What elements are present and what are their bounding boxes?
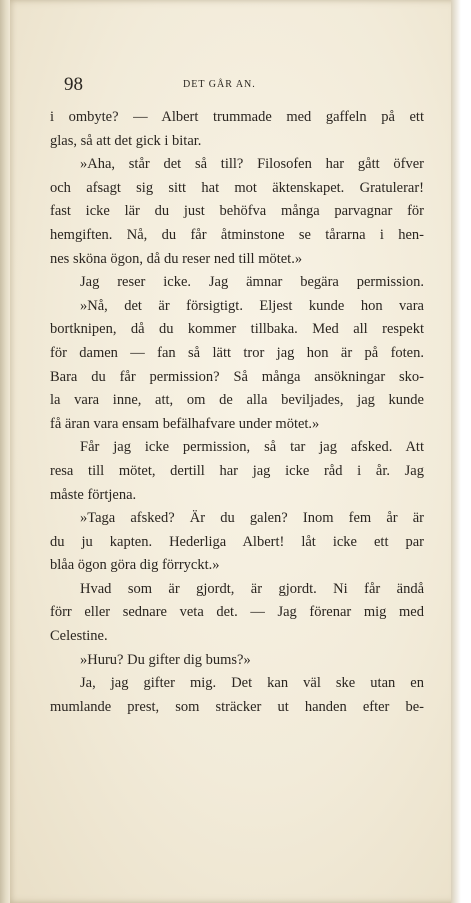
page-number: 98 (64, 74, 83, 95)
text-line: du ju kapten. Hederliga Albert! låt icke ett par (50, 533, 424, 550)
page-edge (451, 0, 461, 903)
text-line: glas, så att det gick i bitar. (50, 132, 202, 149)
text-line: blåa ögon göra dig förryckt.» (50, 557, 220, 574)
text-line: la vara inne, att, om de alla beviljades, jag kunde (50, 392, 424, 409)
text-line: bortknipen, då du kommer tillbaka. Med all respekt (50, 321, 424, 338)
text-line: Bara du får permission? Så många ansökningar sko- (50, 368, 424, 385)
text-line: resa till mötet, dertill har jag icke råd i år. Jag (50, 462, 424, 479)
text-line: måste förtjena. (50, 486, 137, 503)
text-line: nes sköna ögon, då du reser ned till mötet.» (50, 250, 303, 267)
text-line: »Aha, står det så till? Filosofen har gått öfver (80, 156, 424, 173)
text-line: Hvad som är gjordt, är gjordt. Ni får ändå (80, 580, 424, 597)
body-text (50, 106, 424, 719)
text-line: för damen — fan så lätt tror jag hon är på foten. (50, 344, 424, 361)
text-line: Jag reser icke. Jag ämnar begära permission. (80, 274, 424, 291)
text-line: mumlande prest, som sträcker ut handen efter be- (50, 698, 424, 715)
text-line: hemgiften. Nå, du får åtminstone se tårarna i hen- (50, 226, 424, 243)
text-line: förr eller sednare veta det. — Jag förenar mig med (50, 604, 424, 621)
text-line: Celestine. (50, 628, 108, 645)
text-line: och afsagt sig sitt hat mot äktenskapet. Gratulerar! (50, 179, 424, 196)
text-line: »Nå, det är försigtigt. Eljest kunde hon vara (80, 297, 424, 314)
text-line: Får jag icke permission, så tar jag afsked. Att (80, 439, 424, 456)
text-line: »Huru? Du gifter dig bums?» (80, 651, 251, 668)
text-line: »Taga afsked? Är du galen? Inom fem år är (80, 510, 424, 527)
text-line: fast icke lär du just behöfva många parvagnar för (50, 203, 424, 220)
book-spine (0, 0, 10, 903)
text-line: i ombyte? — Albert trummade med gaffeln på ett (50, 109, 424, 125)
page-header (53, 74, 425, 98)
running-head: DET GÅR AN. (183, 79, 256, 90)
text-line: få äran vara ensam befälhafvare under mötet.» (50, 415, 320, 432)
text-line: Ja, jag gifter mig. Det kan väl ske utan en (80, 675, 424, 692)
